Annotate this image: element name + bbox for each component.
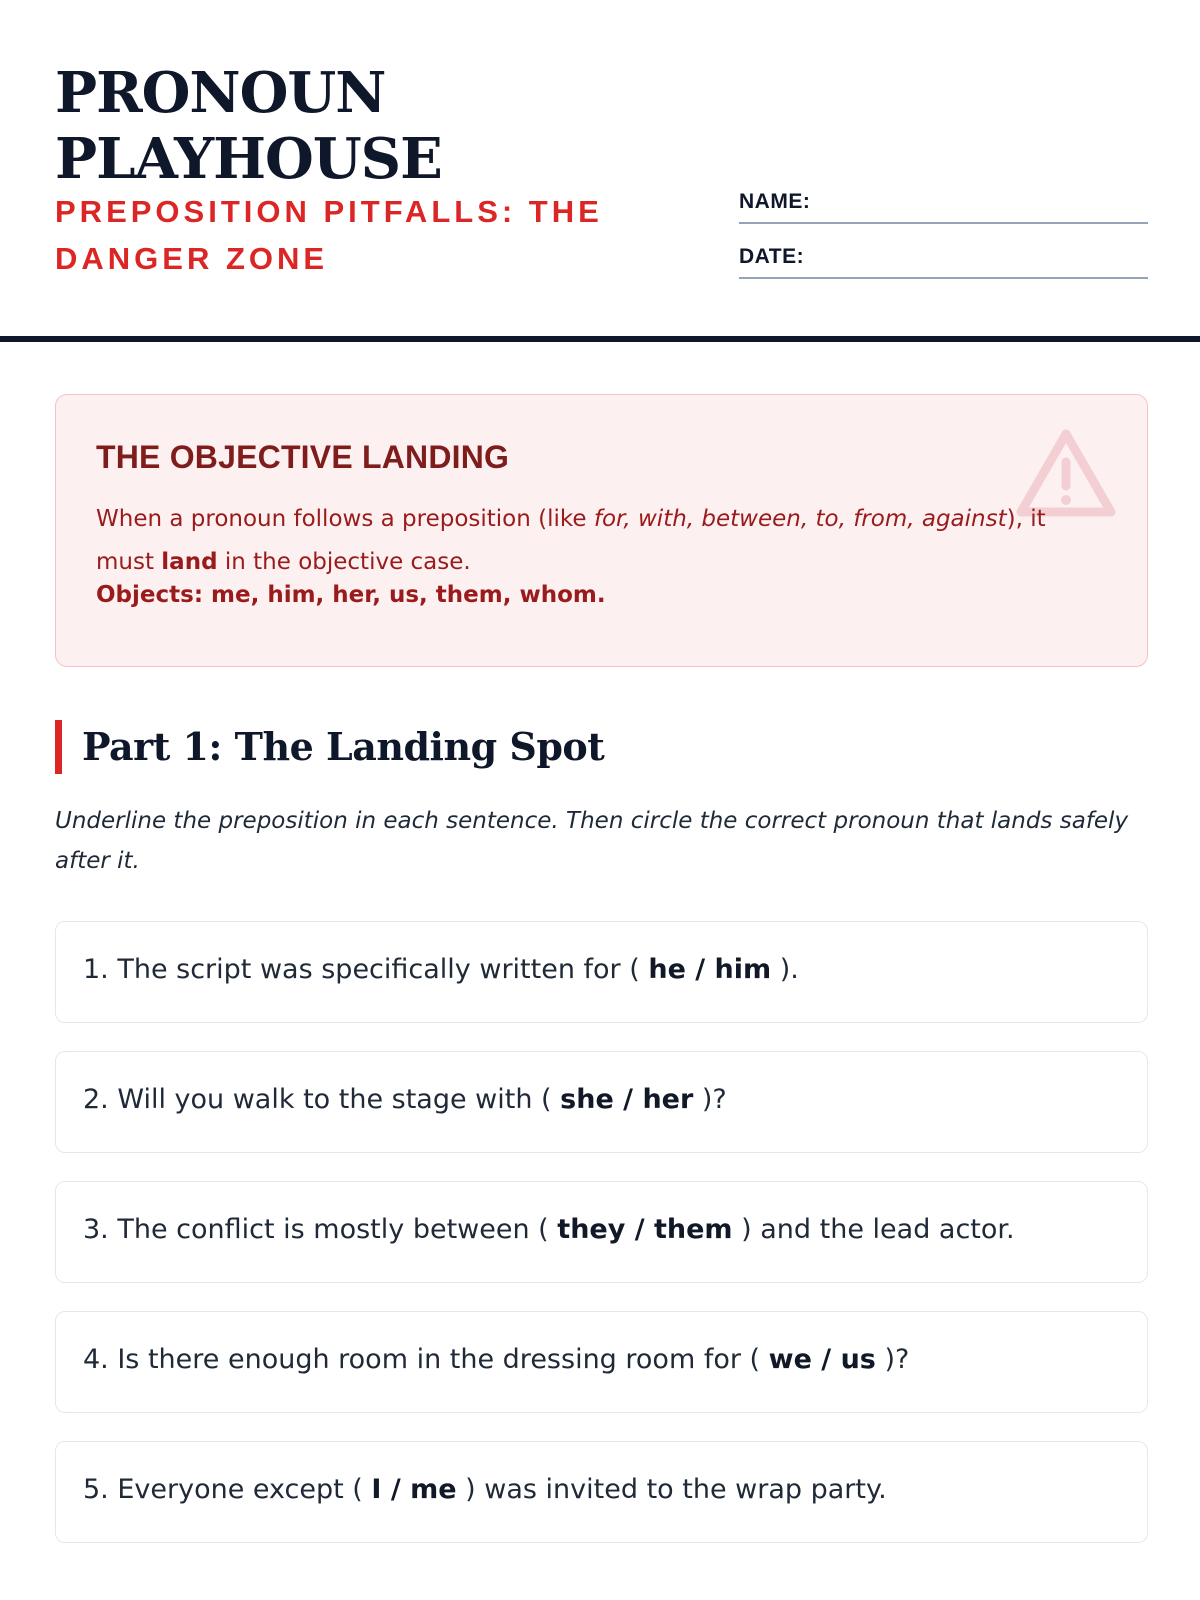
callout-rule-text: When a pronoun follows a preposition (like for, with, between, to, from, against), it must land in the objective case. — [96, 506, 1046, 575]
question-text: 1. The script was specifically written for ( he / him ). — [83, 954, 799, 985]
name-field[interactable] — [739, 186, 1148, 224]
pronoun-choice[interactable]: they / them — [557, 1214, 733, 1245]
question-card[interactable] — [55, 921, 1148, 1023]
rule-callout — [55, 394, 1148, 667]
question-card[interactable] — [55, 1181, 1148, 1283]
pronoun-choice[interactable]: I / me — [371, 1474, 457, 1505]
preposition-examples: for, with, between, to, from, against — [593, 506, 1007, 532]
date-label: DATE: — [739, 245, 805, 268]
objects-list: Objects: me, him, her, us, them, whom. — [96, 582, 606, 608]
worksheet-header — [0, 0, 1200, 342]
name-label: NAME: — [739, 190, 811, 213]
question-text: 2. Will you walk to the stage with ( she / her )? — [83, 1084, 727, 1115]
question-text: 3. The conflict is mostly between ( they / them ) and the lead actor. — [83, 1214, 1015, 1245]
pronoun-choice[interactable]: she / her — [560, 1084, 694, 1115]
brand-title — [55, 60, 615, 192]
question-text: 5. Everyone except ( I / me ) was invited to the wrap party. — [83, 1474, 887, 1505]
part1-instructions: Underline the preposition in each sentence. Then circle the correct pronoun that lands safely after it. — [55, 808, 1129, 874]
section-title-part1: Part 1: The Landing Spot — [55, 720, 604, 774]
question-card[interactable] — [55, 1441, 1148, 1543]
date-field[interactable] — [739, 241, 1148, 279]
question-card[interactable] — [55, 1051, 1148, 1153]
callout-title: THE OBJECTIVE LANDING — [96, 439, 510, 475]
pronoun-choice[interactable]: he / him — [648, 954, 772, 985]
question-card[interactable] — [55, 1311, 1148, 1413]
brand-title-line1: PRONOUN — [55, 60, 386, 126]
question-text: 4. Is there enough room in the dressing room for ( we / us )? — [83, 1344, 910, 1375]
brand-title-line2: PLAYHOUSE — [55, 126, 442, 192]
land-emphasis: land — [161, 549, 218, 575]
worksheet-subtitle: PREPOSITION PITFALLS: THE DANGER ZONE — [55, 194, 603, 276]
pronoun-choice[interactable]: we / us — [768, 1344, 876, 1375]
